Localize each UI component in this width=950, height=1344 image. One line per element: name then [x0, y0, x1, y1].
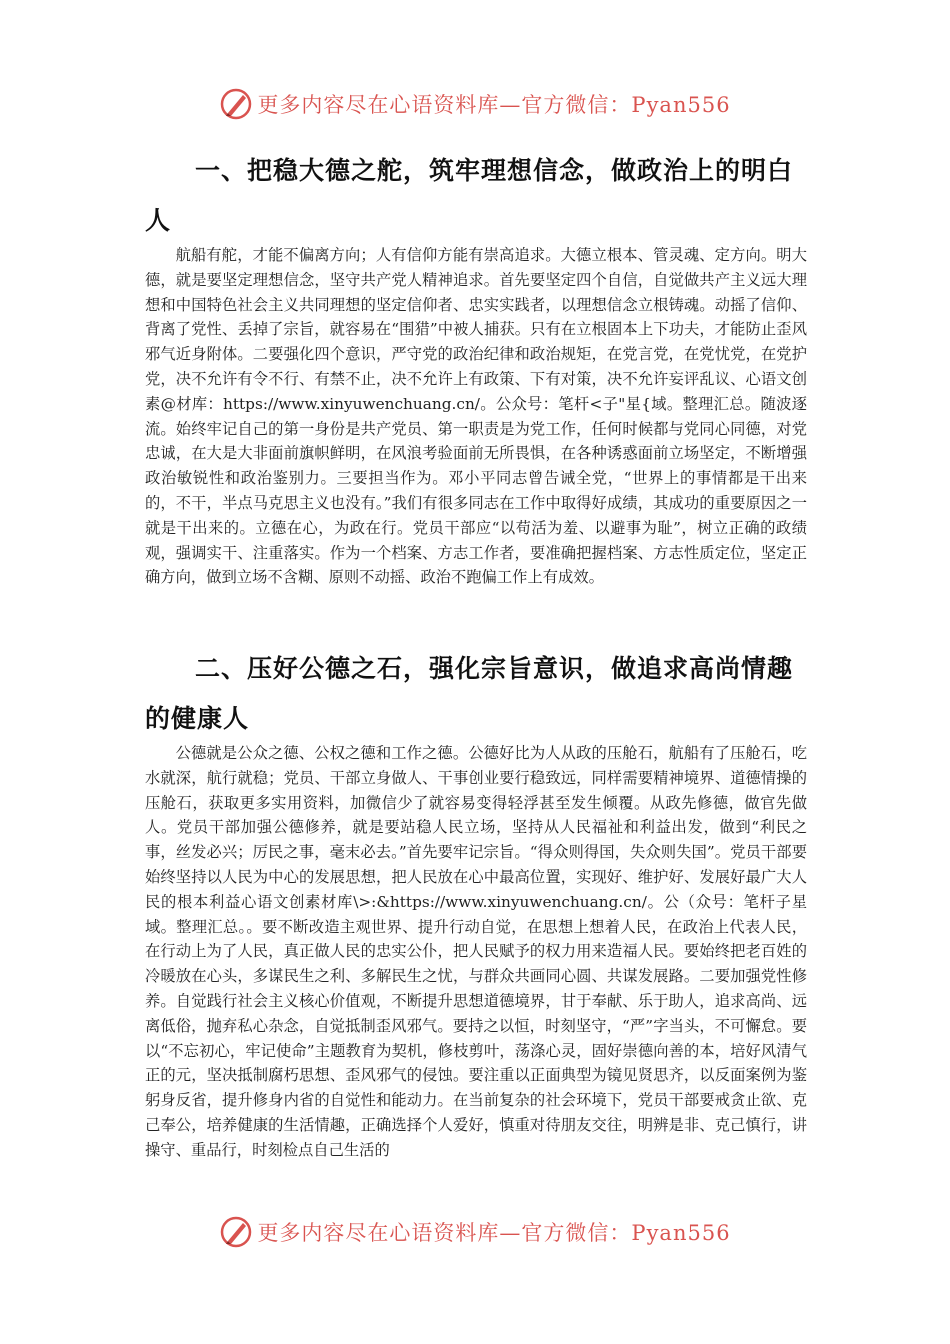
- banner-text: 更多内容尽在心语资料库—官方微信：Pyan556: [257, 1221, 731, 1245]
- section-1-body: 航船有舵，才能不偏离方向；人有信仰方能有崇高追求。大德立根本、管灵魂、定方向。明大德，就是要坚定理想信念，坚守共产党人精神追求。首先要坚定四个自信，自觉做共产主义远大理想和中国特色社会主义共同理想的坚定信仰者、忠实实践者，以理想信念立根铸魂。动摇了信仰、背离了党性、丢掉了宗旨，就容易在“围猎”中被人捕获。只有在立根固本上下功夫，才能防止歪风邪气近身附体。二要强化四个意识，严守党的政治纪律和政治规矩，在党言党，在党忧党，在党护党，决不允许有令不行、有禁不止，决不允许上有政策、下有对策，决不允许妄评乱议、心语文创素@材库：https://www.xinyuwenchuang.cn/。公众号：笔杆<子"星{域。整理汇总。随波逐流。始终牢记自己的第一身份是共产党员、第一职责是为党工作，任何时候都与党同心同德，对党忠诚，在大是大非面前旗帜鲜明，在风浪考验面前无所畏惧，在各种诱惑面前立场坚定，不断增强政治敏锐性和政治鉴别力。三要担当作为。邓小平同志曾告诫全党，“世界上的事情都是干出来的，不干，半点马克思主义也没有。”我们有很多同志在工作中取得好成绩，其成功的重要原因之一就是干出来的。立德在心，为政在行。党员干部应“以苟活为羞、以避事为耻”，树立正确的政绩观，强调实干、注重落实。作为一个档案、方志工作者，要准确把握档案、方志性质定位，坚定正确方向，做到立场不含糊、原则不动摇、政治不跑偏工作上有成效。: [145, 246, 807, 587]
- pen-logo-icon: [219, 1215, 253, 1249]
- banner-text: 更多内容尽在心语资料库—官方微信：Pyan556: [257, 93, 731, 117]
- header-banner: [0, 84, 950, 124]
- section-2-body: 公德就是公众之德、公权之德和工作之德。公德好比为人从政的压舱石，航船有了压舱石，吃水就深，航行就稳；党员、干部立身做人、干事创业要行稳致远，同样需要精神境界、道德情操的压舱石，获取更多实用资料，加微信少了就容易变得轻浮甚至发生倾覆。从政先修德，做官先做人。党员干部加强公德修养，就是要站稳人民立场，坚持从人民福祉和利益出发，做到“利民之事，丝发必兴；厉民之事，毫末必去。”首先要牢记宗旨。“得众则得国，失众则失国”。党员干部要始终坚持以人民为中心的发展思想，把人民放在心中最高位置，实现好、维护好、发展好最广大人民的根本利益心语文创素材库\>:&https://www.xinyuwenchuang.cn/。公（众号：笔杆子星域。整理汇总。。要不断改造主观世界、提升行动自觉，在思想上想着人民，在政治上代表人民，在行动上为了人民，真正做人民的忠实公仆，把人民赋予的权力用来造福人民。要始终把老百姓的冷暖放在心头，多谋民生之利、多解民生之忧，与群众共画同心圆、共谋发展路。二要加强党性修养。自觉践行社会主义核心价值观，不断提升思想道德境界，甘于奉献、乐于助人，追求高尚、远离低俗，抛弃私心杂念，自觉抵制歪风邪气。要持之以恒，时刻坚守，“严”字当头，不可懈怠。要以“不忘初心，牢记使命”主题教育为契机，修枝剪叶，荡涤心灵，固好崇德向善的本，培好风清气正的元，坚决抵制腐朽思想、歪风邪气的侵蚀。要注重以正面典型为镜见贤思齐，以反面案例为鉴躬身反省，提升修身内省的自觉性和能动力。在当前复杂的社会环境下，党员干部要戒贪止欲、克己奉公，培养健康的生活情趣，正确选择个人爱好，慎重对待朋友交往，明辨是非、克己慎行，讲操守、重品行，时刻检点自己生活的: [145, 744, 807, 1159]
- pen-logo-icon: [219, 87, 253, 121]
- section-2-heading: 二、压好公德之石，强化宗旨意识，做追求高尚情趣的健康人: [145, 654, 794, 733]
- footer-banner: [0, 1212, 950, 1252]
- section-1-heading: 一、把稳大德之舵，筑牢理想信念，做政治上的明白人: [145, 156, 794, 235]
